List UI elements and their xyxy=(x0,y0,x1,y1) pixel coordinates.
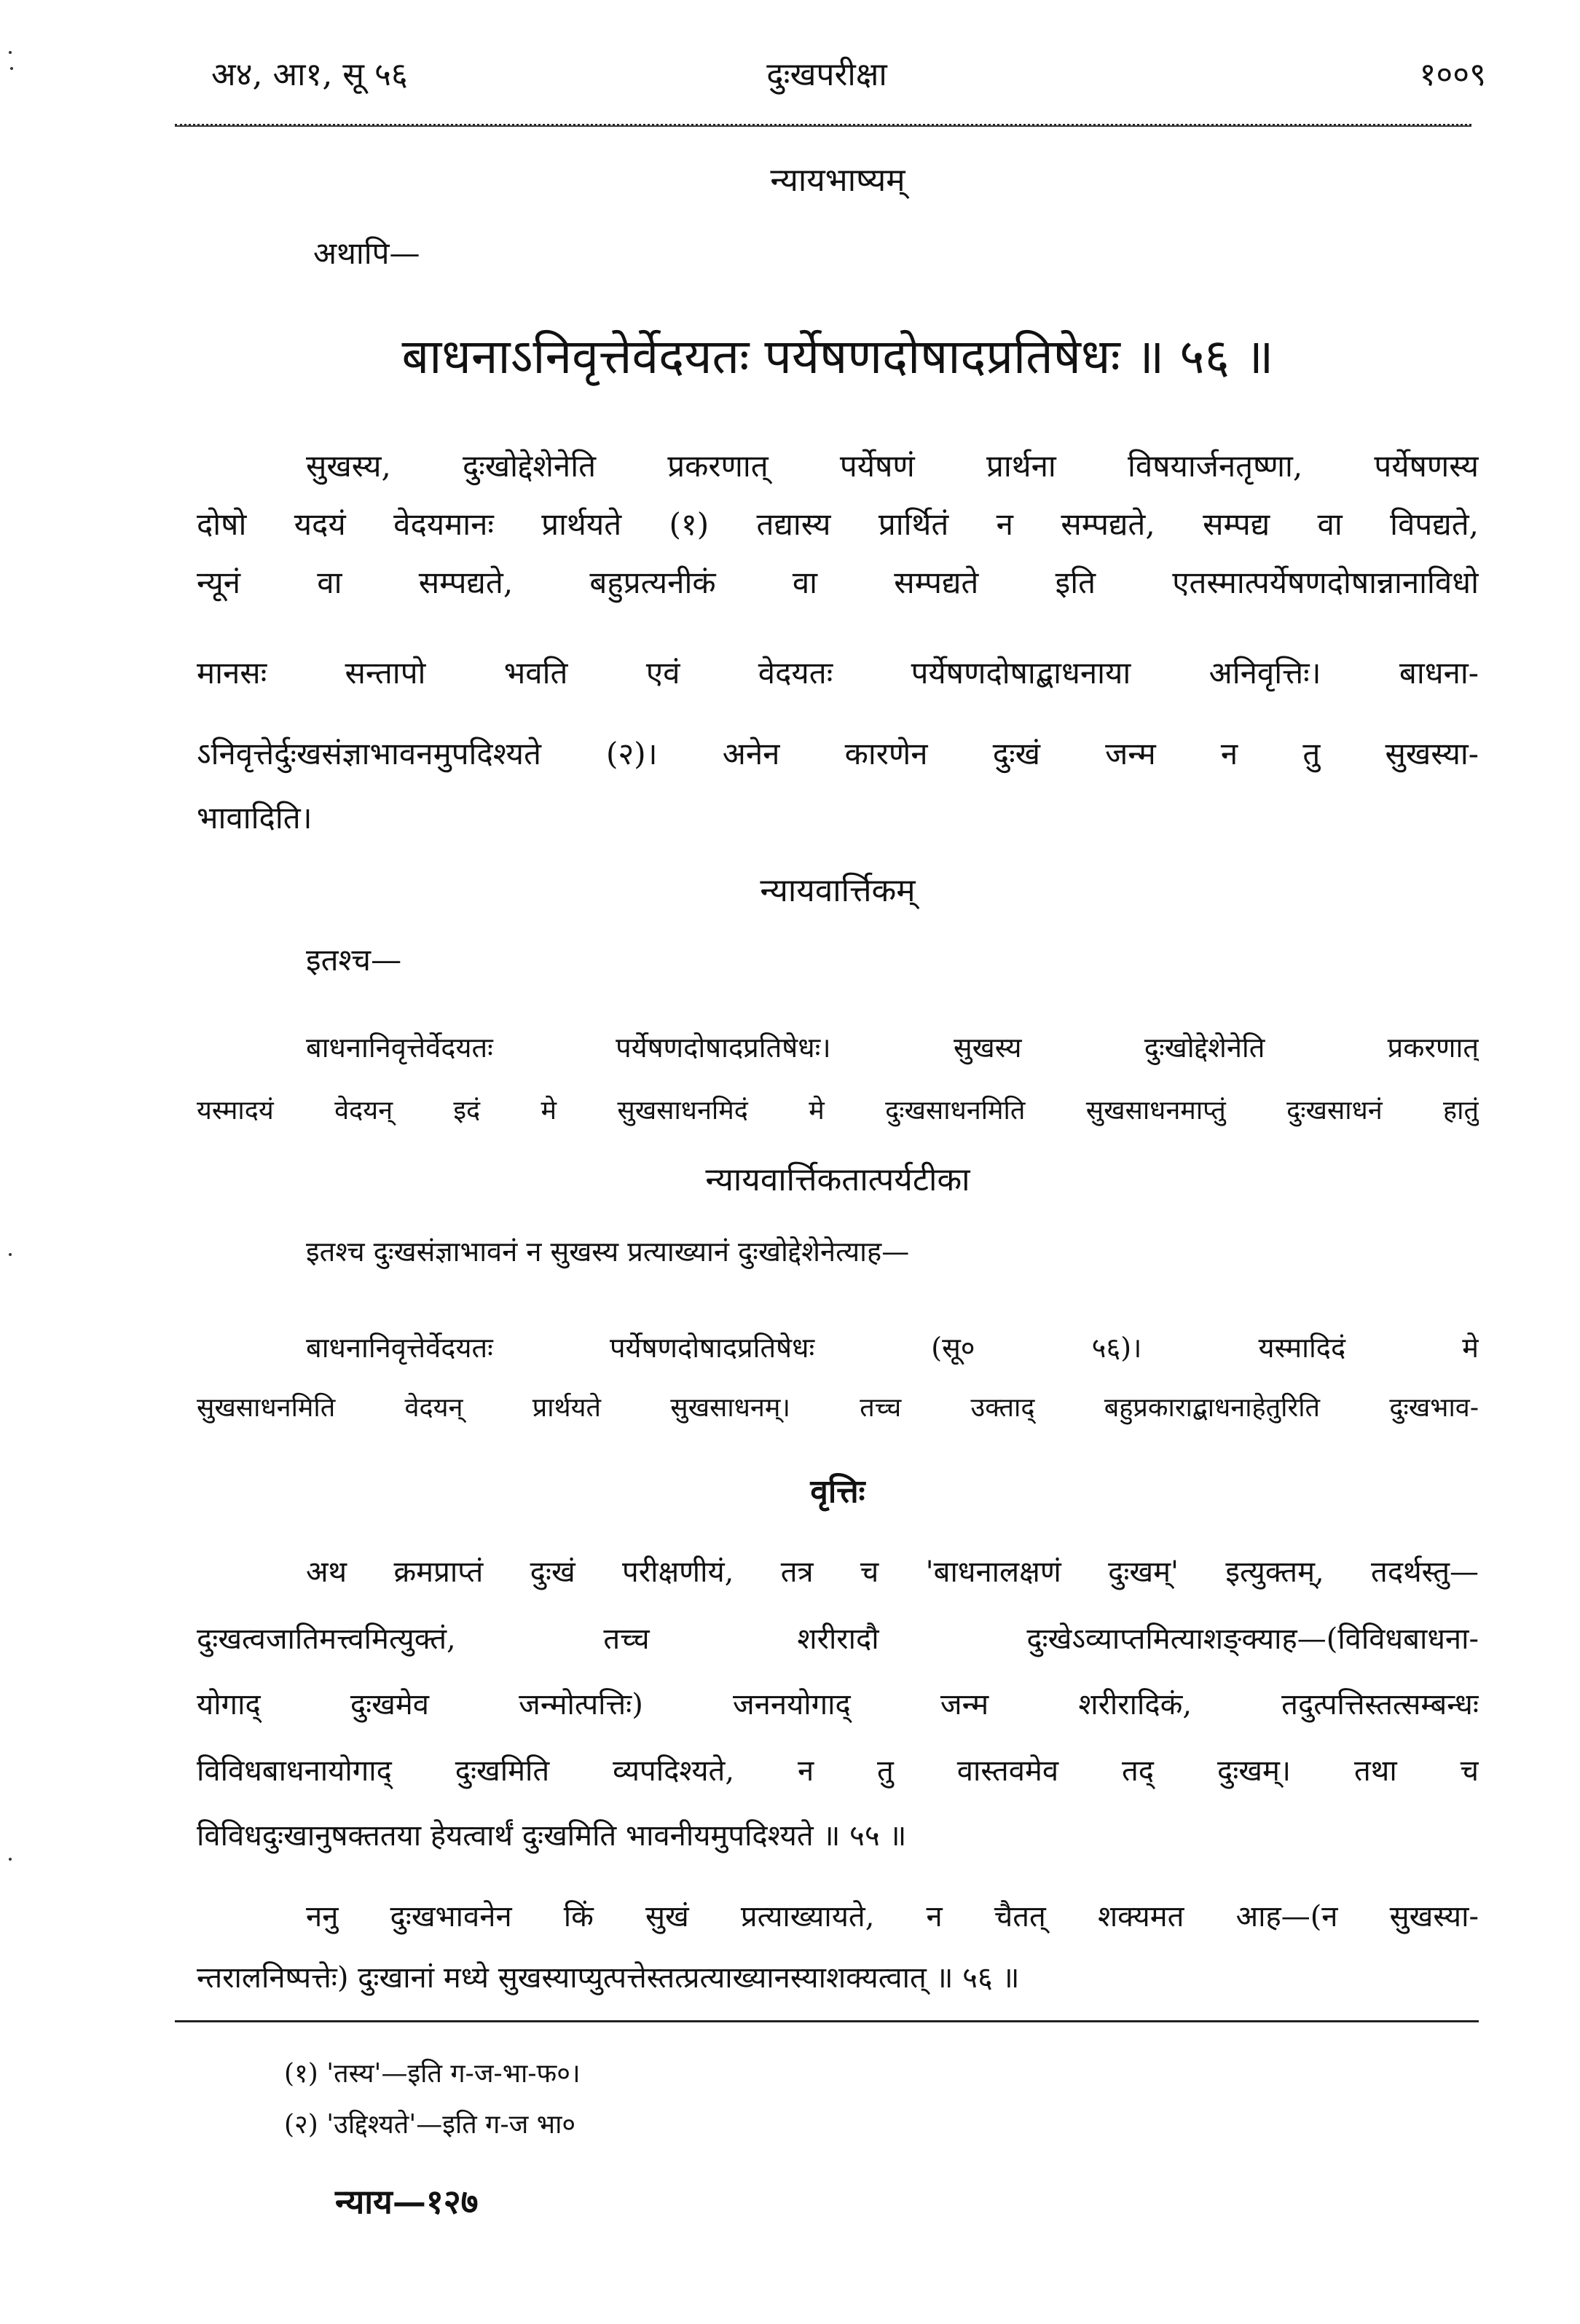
vritti-line: ननु दुःखभावनेन किं सुखं प्रत्याख्यायते, न चैतत् शक्यमत आह—(न सुखस्या- xyxy=(306,1900,1479,1934)
vritti-line: योगाद् दुःखमेव जन्मोत्पत्तिः) जननयोगाद् जन्म शरीरादिकं, तदुत्पत्तिस्तत्सम्बन्धः xyxy=(197,1688,1479,1722)
footnote: (१) 'तस्य'—इति ग-ज-भा-फ०। xyxy=(284,2059,581,2089)
vritti-line: न्तरालनिष्पत्तेः) दुःखानां मध्ये सुखस्याप्युत्पत्तेस्तत्प्रत्याख्यानस्याशक्यत्वात् ॥ ५६ ॥ xyxy=(197,1961,1020,1995)
section-heading-varttika: न्यायवार्त्तिकम् xyxy=(760,872,916,909)
bhashya-line: मानसः सन्तापो भवति एवं वेदयतः पर्येषणदोषाद्बाधनाया अनिवृत्तिः। बाधना- xyxy=(197,655,1479,691)
bhashya-line: न्यूनं वा सम्पद्यते, बहुप्रत्यनीकं वा सम्पद्यते इति एतस्मात्पर्येषणदोषान्नानाविधो xyxy=(197,565,1479,600)
bhashya-line: भावादिति। xyxy=(197,800,313,836)
scan-speck xyxy=(9,1858,12,1861)
vritti-line: अथ क्रमप्राप्तं दुःखं परीक्षणीयं, तत्र च 'बाधनालक्षणं दुःखम्' इत्युक्तम्, तदर्थस्तु— xyxy=(306,1555,1479,1589)
vritti-line: विविधदुःखानुषक्ततया हेयत्वार्थं दुःखमिति भावनीयमुपदिश्यते ॥ ५५ ॥ xyxy=(197,1819,907,1853)
section-heading-vritti: वृत्तिः xyxy=(810,1473,865,1510)
page-number: १००९ xyxy=(1419,56,1486,93)
section-heading-bhashya: न्यायभाष्यम् xyxy=(770,162,905,199)
section-heading-tika: न्यायवार्त्तिकतात्पर्यटीका xyxy=(705,1161,970,1198)
varttika-line: बाधनानिवृत्तेर्वेदयतः पर्येषणदोषादप्रतिषेधः। सुखस्य दुःखोद्देशेनेति प्रकरणात् xyxy=(306,1032,1479,1064)
vritti-line: दुःखत्वजातिमत्त्वमित्युक्तं, तच्च शरीरादौ दुःखेऽव्याप्तमित्याशङ्क्याह—(विविधबाधना- xyxy=(197,1622,1479,1656)
running-header xyxy=(168,51,1486,102)
bhashya-line: दोषो यदयं वेदयमानः प्रार्थयते (१) तद्यास्य प्रार्थितं न सम्पद्यते, सम्पद्य वा विपद्यते, xyxy=(197,506,1479,542)
bhashya-line: ऽनिवृत्तेर्दुःखसंज्ञाभावनमुपदिश्यते (२)। अनेन कारणेन दुःखं जन्म न तु सुखस्या- xyxy=(197,736,1479,772)
scan-speck xyxy=(9,51,12,54)
scan-speck xyxy=(10,67,13,70)
chapter-title: दुःखपरीक्षा xyxy=(766,56,887,93)
footnote-divider xyxy=(175,2020,1479,2022)
header-divider-underline xyxy=(175,122,1471,127)
footnote: (२) 'उद्दिश्यते'—इति ग-ज भा० xyxy=(284,2110,576,2140)
chapter-reference: अ४, आ१, सू ५६ xyxy=(211,56,408,93)
scan-speck xyxy=(9,1253,12,1256)
bhashya-line: सुखस्य, दुःखोद्देशेनेति प्रकरणात् पर्येषणं प्रार्थना विषयार्जनतृष्णा, पर्येषणस्य xyxy=(306,448,1479,484)
sutra-text: बाधनाऽनिवृत्तेर्वेदयतः पर्येषणदोषादप्रतिषेधः ॥ ५६ ॥ xyxy=(401,329,1274,385)
tika-line: सुखसाधनमिति वेदयन् प्रार्थयते सुखसाधनम्। तच्च उक्ताद् बहुप्रकाराद्बाधनाहेतुरिति दुःखभाव- xyxy=(197,1393,1479,1423)
printer-signature: न्याय—१२७ xyxy=(335,2182,479,2221)
tika-line: इतश्च दुःखसंज्ञाभावनं न सुखस्य प्रत्याख्यानं दुःखोद्देशेनेत्याह— xyxy=(306,1236,910,1268)
varttika-intro: इतश्च— xyxy=(306,942,402,978)
bhashya-intro: अथापि— xyxy=(313,235,420,271)
tika-line: बाधनानिवृत्तेर्वेदयतः पर्येषणदोषादप्रतिषेधः (सू० ५६)। यस्मादिदं मे xyxy=(306,1332,1479,1364)
varttika-line: यस्मादयं वेदयन् इदं मे सुखसाधनमिदं मे दुःखसाधनमिति सुखसाधनमाप्तुं दुःखसाधनं हातुं xyxy=(197,1096,1479,1126)
vritti-line: विविधबाधनायोगाद् दुःखमिति व्यपदिश्यते, न तु वास्तवमेव तद् दुःखम्। तथा च xyxy=(197,1754,1479,1788)
